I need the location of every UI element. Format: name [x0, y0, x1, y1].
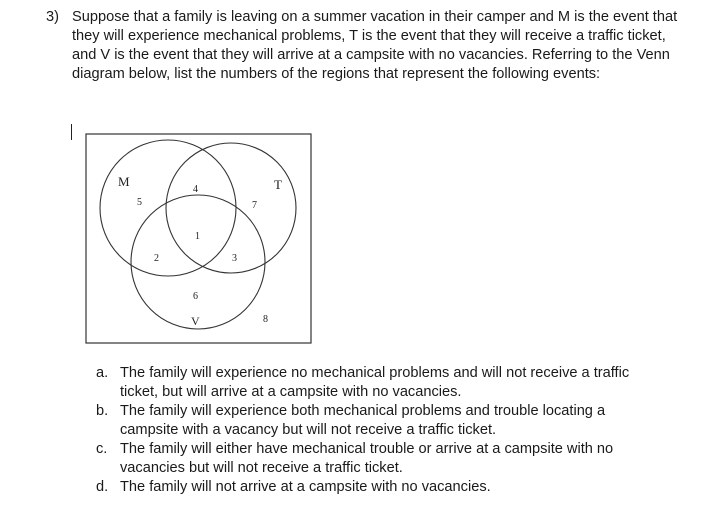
problem-text: Suppose that a family is leaving on a summer vacation in their camper and M is the event that they will experience mechanical problems, T is the event that they will receive a traffic ticket, and V is the event that they will arrive at a campsite with no vacancies. Referring to the Venn diagram below, list the numbers of the regions that represent the following events: — [72, 9, 678, 82]
circle-t — [166, 143, 296, 273]
region-4: 4 — [193, 184, 198, 195]
answer-list — [96, 364, 656, 497]
problem-statement — [46, 8, 686, 84]
answer-item-d — [96, 478, 656, 497]
circle-v — [131, 195, 265, 329]
label-m: M — [118, 174, 130, 189]
answer-letter: b. — [96, 403, 109, 419]
answer-text: The family will experience both mechanical problems and trouble locating a campsite with a vacancy but will not receive a traffic ticket. — [120, 403, 606, 438]
answer-letter: a. — [96, 365, 109, 381]
label-t: T — [274, 177, 282, 192]
region-3: 3 — [232, 253, 237, 264]
region-5: 5 — [137, 197, 142, 208]
label-v: V — [191, 314, 200, 328]
answer-letter: d. — [96, 479, 109, 495]
answer-item-c — [96, 440, 656, 478]
region-2: 2 — [154, 253, 159, 264]
region-1: 1 — [195, 231, 200, 242]
venn-diagram — [85, 133, 313, 345]
answer-item-a — [96, 364, 656, 402]
text-cursor — [71, 124, 72, 140]
answer-letter: c. — [96, 441, 108, 457]
answer-text: The family will experience no mechanical problems and will not receive a traffic ticket, but will arrive at a campsite with no vacancies. — [120, 365, 630, 400]
circle-m — [100, 140, 236, 276]
answer-text: The family will either have mechanical trouble or arrive at a campsite with no vacancies but will not receive a traffic ticket. — [120, 441, 614, 476]
problem-number: 3) — [46, 9, 59, 25]
region-6: 6 — [193, 291, 198, 302]
region-7: 7 — [252, 200, 257, 211]
answer-text: The family will not arrive at a campsite with no vacancies. — [120, 479, 491, 495]
answer-item-b — [96, 402, 656, 440]
region-8: 8 — [263, 314, 268, 325]
